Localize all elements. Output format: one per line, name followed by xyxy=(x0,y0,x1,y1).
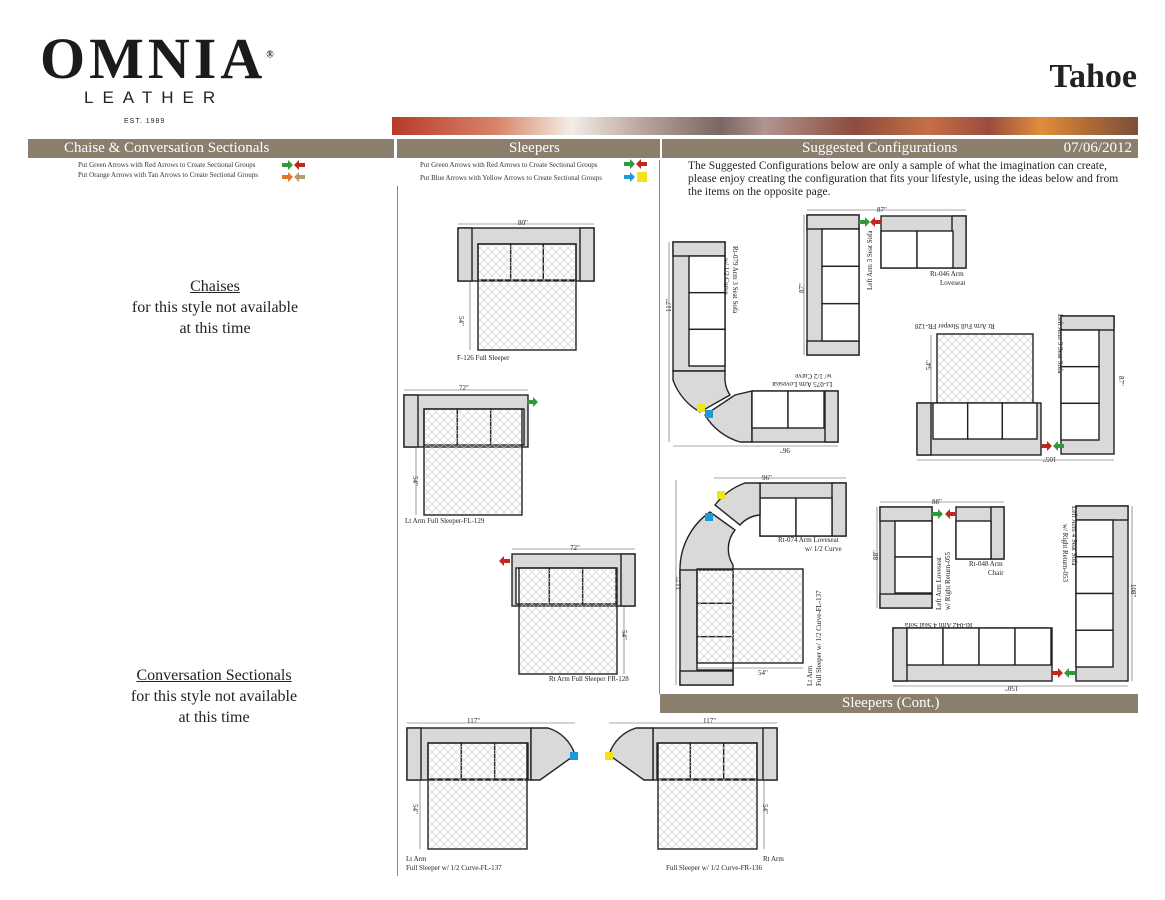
config2-sofa-arm xyxy=(807,341,859,355)
config4-label1b: w/ 1/2 Curve xyxy=(805,545,842,553)
date-label: 07/06/2012 xyxy=(1063,140,1132,156)
config6-sofa-seat-3 xyxy=(1015,628,1051,665)
sleeper-5-label1: Rt Arm xyxy=(763,855,784,863)
config6-sofa-arm xyxy=(893,628,907,681)
sleepers-note-green: Put Green Arrows with Red Arrows to Create Sectional Groups xyxy=(420,161,598,169)
config2-label1: Left Arm 3 Seat Sofa xyxy=(866,230,874,290)
sleeper-3-width: 72" xyxy=(570,544,580,552)
sleeper-3-depth: 54" xyxy=(620,630,628,640)
sleeper-2-width: 72" xyxy=(459,384,469,392)
chaise-note-orange: Put Orange Arrows with Tan Arrows to Create Sectional Groups xyxy=(78,171,258,179)
sleeper-2-label: Lt Arm Full Sleeper-FL-129 xyxy=(405,517,485,525)
sleeper3-red-arrow-icon xyxy=(499,556,510,566)
config5-dim-w: 88" xyxy=(932,498,942,506)
config4-blue-tag-icon xyxy=(705,513,713,521)
conversation-line1: for this style not available xyxy=(130,688,298,705)
sleeper-1-width: 80" xyxy=(518,219,528,227)
config4-label1: Rt-074 Arm Loveseat xyxy=(778,536,839,544)
config6-dim-h: 108" xyxy=(1129,584,1137,598)
sleeper-3-label: Rt Arm Full Sleeper FR-128 xyxy=(549,675,629,683)
config5-label2b: Chair xyxy=(988,569,1004,577)
brand-name: OMNIA® xyxy=(40,26,274,91)
config1-blue-tag-icon xyxy=(705,410,713,418)
sleeper1-mattress xyxy=(478,244,576,350)
config3-label1: Rt Arm Full Sleeper FR-128 xyxy=(915,322,995,330)
config2-green-arrow-icon xyxy=(859,217,870,227)
config4-label2b: Full Sleeper w/ 1/2 Curve-FL-137 xyxy=(815,590,823,686)
config1-love-seat-0 xyxy=(752,391,788,428)
config3-sofa-seat-2 xyxy=(1061,403,1099,440)
chaises-line1: for this style not available xyxy=(131,299,299,316)
config5-love-arm xyxy=(880,594,932,608)
config3-red-arrow-icon xyxy=(1041,441,1052,451)
chaise-note-green: Put Green Arrows with Red Arrows to Create Sectional Groups xyxy=(78,161,256,169)
suggested-header: Suggested Configurations xyxy=(802,140,958,156)
config1-yellow-tag-icon xyxy=(697,404,705,412)
conversation-line2: at this time xyxy=(178,709,250,726)
config1-label1: Rt-079 Arm 3 Seat Sofa xyxy=(731,246,739,314)
config4-mattress xyxy=(697,569,803,663)
sleeper-4-width: 117" xyxy=(467,717,481,725)
conversation-heading: Conversation Sectionals xyxy=(136,667,292,684)
config5-love-top xyxy=(880,507,932,521)
config1-sofa-seat-1 xyxy=(689,293,725,330)
config2-label2: Rt-046 Arm xyxy=(930,270,964,278)
chaises-heading: Chaises xyxy=(190,278,240,295)
config1-sofa-arm xyxy=(673,242,725,256)
sleeper2-mattress xyxy=(424,409,522,515)
config2-label2b: Loveseat xyxy=(940,279,966,287)
config1-love-seat-1 xyxy=(788,391,824,428)
config3-sleeper-seat-0 xyxy=(933,403,968,439)
config2-love-arm xyxy=(952,216,966,268)
config4-dim-h: 117" xyxy=(675,576,683,590)
config1-label2: Lt-075 Arm Loveseat xyxy=(772,380,833,388)
config3-dim-r: 87" xyxy=(1117,376,1125,386)
config2-sofa-seat-0 xyxy=(822,229,859,266)
sleeper5-yellow-tag-icon xyxy=(605,752,613,760)
config1-sofa-seat-0 xyxy=(689,256,725,293)
sleeper-4-depth: 54" xyxy=(411,804,419,814)
sleeper-2-depth: 54" xyxy=(411,476,419,486)
config2-sofa-seat-1 xyxy=(822,266,859,303)
config4-yellow-tag-icon xyxy=(717,491,725,499)
brand-established: EST. 1989 xyxy=(124,118,166,125)
brand-subtitle: LEATHER xyxy=(84,88,225,107)
config2-sofa-top xyxy=(807,215,859,229)
config1-label1b: w/ 1/2 Curve xyxy=(722,258,730,295)
sleeper4-left-arm xyxy=(407,728,421,780)
config5-chair-seat xyxy=(956,521,991,559)
config6-label1: Rt-042 Arm 4 Seat Sofa xyxy=(905,621,973,629)
config6-sofa-seat-1 xyxy=(943,628,979,665)
config2-sofa-seat-2 xyxy=(822,304,859,341)
config6-sofa2-seat-0 xyxy=(1076,520,1113,557)
sleeper-4-label2: Full Sleeper w/ 1/2 Curve-FL-137 xyxy=(406,864,502,872)
page-title: Tahoe xyxy=(1049,58,1137,95)
sleeper4-curve xyxy=(531,728,575,780)
sleeper5-curve xyxy=(609,728,653,780)
chaises-line2: at this time xyxy=(179,320,251,337)
config2-dim-h: 87" xyxy=(798,283,806,293)
config4-love-curve xyxy=(715,483,760,525)
config1-label2b: w/ 1/2 Curve xyxy=(795,372,832,380)
suggested-description: The Suggested Configurations below are only a sample of what the imagination can create, please enjoy creating the configuration that fits your lifestyle, using the ideas below and from the items on the opposite page. xyxy=(688,160,1119,198)
sleeper-5-label2: Full Sleeper w/ 1/2 Curve-FR-136 xyxy=(666,864,763,872)
config5-red-arrow-icon xyxy=(945,509,956,519)
config5-label2: Rt-048 Arm xyxy=(969,560,1003,568)
sleeper2-left-arm xyxy=(404,395,418,447)
config3-dim-h: 54" xyxy=(925,360,933,370)
config1-love-arm xyxy=(825,391,838,442)
config5-love-seat-0 xyxy=(895,521,932,557)
config4-sleeper-arm xyxy=(680,671,733,685)
config6-sofa2-seat-1 xyxy=(1076,557,1113,594)
config6-sofa2-seat-2 xyxy=(1076,594,1113,631)
config5-dim-h: 88" xyxy=(872,550,880,560)
config6-sofa-seat-0 xyxy=(907,628,943,665)
config6-label2: Left Arm 4 Seat Sofa xyxy=(1070,506,1078,566)
sleeper-1-depth: 54" xyxy=(457,316,465,326)
config3-dim-w: 105" xyxy=(1043,455,1057,463)
config3-sleeper-seat-2 xyxy=(1002,403,1037,439)
sleeper4-blue-tag-icon xyxy=(570,752,578,760)
config5-love-seat-1 xyxy=(895,557,932,593)
config1-dim-h: 117" xyxy=(665,298,673,312)
sleeper1-left-arm xyxy=(458,228,472,281)
config1-sofa-seat-2 xyxy=(689,329,725,366)
sleeper-5-depth: 54" xyxy=(761,804,769,814)
config6-sofa2-seat-3 xyxy=(1076,630,1113,667)
sleeper3-mattress xyxy=(519,568,617,674)
config6-sofa2-top xyxy=(1076,506,1128,520)
config4-love-seat-1 xyxy=(796,498,832,536)
config3-sleeper-seat-1 xyxy=(968,403,1003,439)
sleeper5-mattress xyxy=(658,743,757,849)
config4-dim-w: 96" xyxy=(762,474,772,482)
config5-label1: Left Arm Loveseat xyxy=(935,557,943,610)
config1-dim-w: 96" xyxy=(780,446,790,454)
config5-green-arrow-icon xyxy=(932,509,943,519)
sleeper3-right-arm xyxy=(621,554,635,606)
config6-green-arrow-icon xyxy=(1064,668,1075,678)
sleeper1-right-arm xyxy=(580,228,594,281)
config3-sofa-top xyxy=(1061,316,1114,330)
config3-sofa-seat-0 xyxy=(1061,330,1099,367)
config4-label2: Lt Arm xyxy=(806,665,814,686)
config6-sofa-seat-2 xyxy=(979,628,1015,665)
config2-love-seat-1 xyxy=(917,231,953,268)
sleeper5-right-arm xyxy=(763,728,777,780)
sleeper-5-width: 117" xyxy=(703,717,717,725)
sleepers-header: Sleepers xyxy=(509,140,560,156)
config2-love-seat-0 xyxy=(881,231,917,268)
config2-dim-w: 87" xyxy=(877,206,887,214)
config4-dim-b: 54" xyxy=(758,669,768,677)
config5-label1b: w/ Right Return-055 xyxy=(944,552,952,610)
sleepers-cont-header: Sleepers (Cont.) xyxy=(842,695,940,711)
config6-red-arrow-icon xyxy=(1052,668,1063,678)
config2-red-arrow-icon xyxy=(870,217,881,227)
config3-sleeper-arm xyxy=(917,403,931,455)
chaise-header: Chaise & Conversation Sectionals xyxy=(64,140,270,156)
config6-dim-w: 150" xyxy=(1005,684,1019,692)
config3-label2: Left Arm 3 Seat Sofa xyxy=(1056,314,1064,374)
sleeper-1-label: F-126 Full Sleeper xyxy=(457,354,510,362)
config4-love-seat-0 xyxy=(760,498,796,536)
config3-sofa-seat-1 xyxy=(1061,367,1099,404)
config6-label2b: w/ Right Return-053 xyxy=(1061,524,1069,582)
config5-chair-arm xyxy=(991,507,1004,559)
config4-love-arm xyxy=(832,483,846,536)
sleeper4-mattress xyxy=(428,743,527,849)
sleeper-4-label1: Lt Arm xyxy=(406,855,427,863)
sleepers-note-blue: Put Blue Arrows with Yellow Arrows to Create Sectional Groups xyxy=(420,174,602,182)
